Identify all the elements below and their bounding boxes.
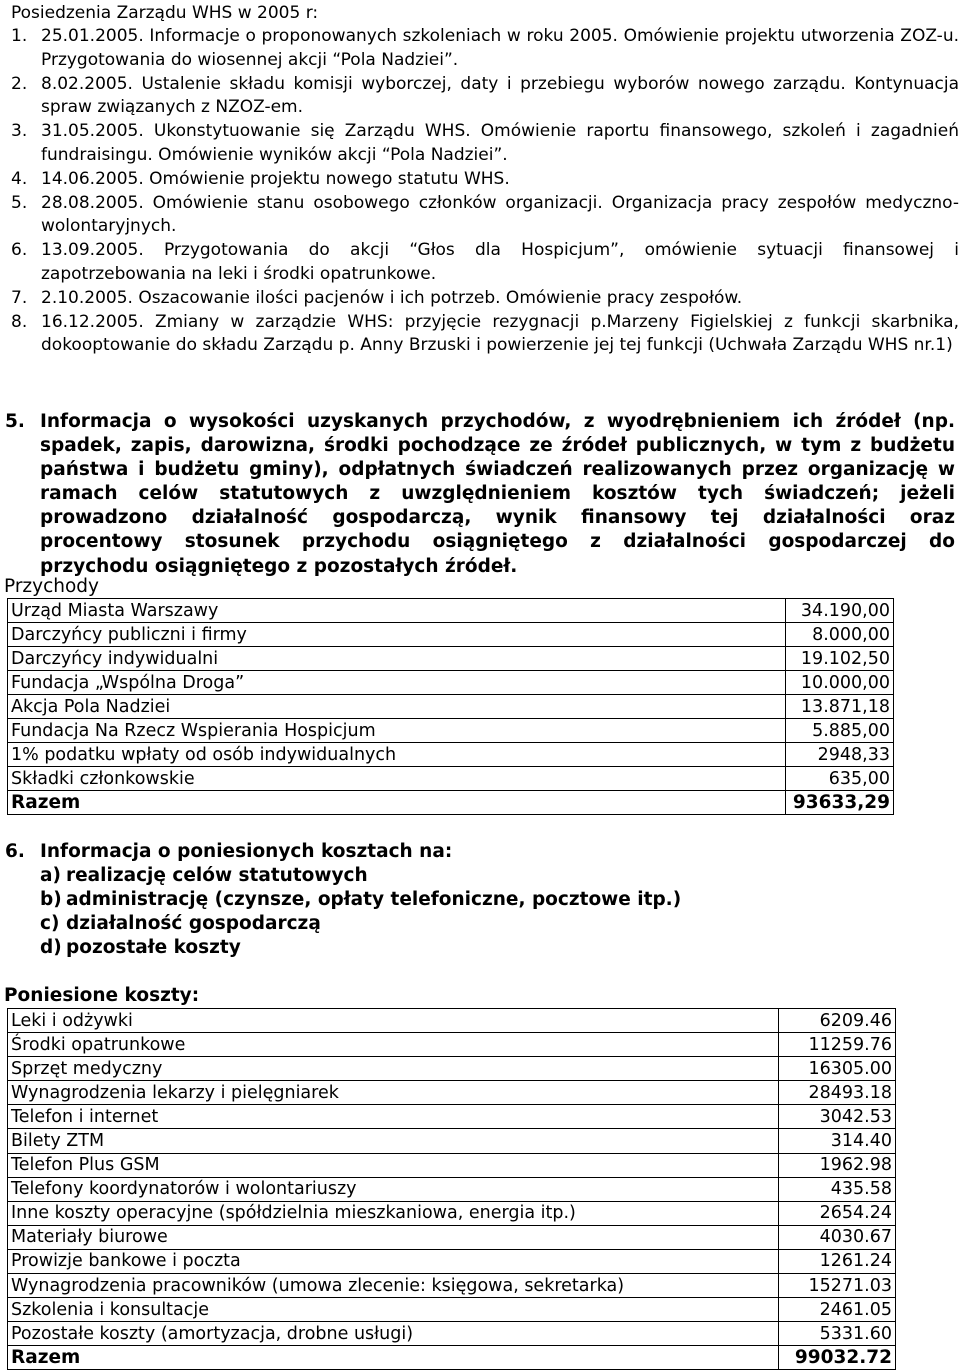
table-row — [8, 1129, 896, 1153]
list-item-text: pozostałe koszty — [66, 937, 241, 958]
meeting-number: 3. — [11, 121, 28, 142]
cost-label: Środki opatrunkowe — [8, 1033, 779, 1057]
income-label: Składki członkowskie — [8, 767, 786, 791]
cost-label: Telefony koordynatorów i wolontariuszy — [8, 1177, 779, 1201]
costs-total-row — [8, 1346, 896, 1370]
meeting-text: 14.06.2005. Omówienie projektu nowego statutu WHS. — [41, 168, 510, 189]
income-value: 5.885,00 — [786, 719, 894, 743]
cost-value: 2654.24 — [779, 1201, 896, 1225]
list-item — [5, 912, 681, 936]
cost-value: 1261.24 — [779, 1249, 896, 1273]
cost-label: Telefon Plus GSM — [8, 1153, 779, 1177]
income-value: 635,00 — [786, 767, 894, 791]
income-total-row — [8, 791, 894, 815]
table-row — [8, 695, 894, 719]
list-item-text: działalność gospodarczą — [66, 913, 321, 934]
meeting-number: 7. — [11, 287, 28, 308]
meeting-item — [11, 311, 959, 359]
cost-value: 1962.98 — [779, 1153, 896, 1177]
meeting-text: 28.08.2005. Omówienie stanu osobowego członków organizacji. Organizacja pracy zespołów medyczno-wolontaryjnych. — [41, 192, 959, 237]
income-label: Darczyńcy publiczni i firmy — [8, 623, 786, 647]
cost-value: 28493.18 — [779, 1081, 896, 1105]
table-row — [8, 1081, 896, 1105]
cost-label: Bilety ZTM — [8, 1129, 779, 1153]
list-item-text: administrację (czynsze, opłaty telefoniczne, pocztowe itp.) — [66, 889, 682, 910]
meetings-list — [11, 25, 959, 358]
section-6-title: Informacja o poniesionych kosztach na: — [40, 841, 453, 862]
income-value: 2948,33 — [786, 743, 894, 767]
cost-value: 4030.67 — [779, 1225, 896, 1249]
income-label: Akcja Pola Nadziei — [8, 695, 786, 719]
meeting-item — [11, 192, 959, 240]
income-label: Darczyńcy indywidualni — [8, 647, 786, 671]
table-row — [8, 1153, 896, 1177]
costs-total-label: Razem — [8, 1346, 779, 1370]
list-item — [5, 888, 681, 912]
list-item-letter: a) — [40, 865, 61, 886]
cost-label: Materiały biurowe — [8, 1225, 779, 1249]
meeting-item — [11, 120, 959, 168]
meeting-text: 25.01.2005. Informacje o proponowanych szkoleniach w roku 2005. Omówienie projektu utworzenia ZOZ-u. Przygotowania do wiosennej akcji “Pola Nadziei”. — [41, 26, 959, 70]
cost-label: Pozostałe koszty (amortyzacja, drobne usługi) — [8, 1322, 779, 1346]
table-row — [8, 1249, 896, 1273]
section-5-text: Informacja o wysokości uzyskanych przychodów, z wyodrębnieniem ich źródeł (np. spadek, zapis, darowizna, środki pochodzące ze źródeł publicznych, w tym z budżetu państwa i budżetu gminy), odpłatnych świadczeń realizowanych przez organizację w ramach celów statutowych z uwzględnieniem kosztów tych świadczeń; jeżeli prowadzono działalność gospodarczą, wynik finansowy tej działalności oraz procentowy stosunek przychodu osiągniętego z działalności gospodarczej do przychodu osiągniętego z pozostałych źródeł. — [40, 411, 955, 577]
list-item-letter: b) — [40, 889, 62, 910]
table-row — [8, 1057, 896, 1081]
meeting-text: 13.09.2005. Przygotowania do akcji “Głos dla Hospicjum”, omówienie sytuacji finansowej i zapotrzebowania na leki i środki opatrunkowe. — [41, 240, 959, 284]
costs-title: Poniesione koszty: — [4, 985, 200, 1006]
table-row — [8, 623, 894, 647]
cost-label: Wynagrodzenia lekarzy i pielęgniarek — [8, 1081, 779, 1105]
table-row — [8, 1225, 896, 1249]
section-5 — [5, 410, 955, 579]
cost-label: Prowizje bankowe i poczta — [8, 1249, 779, 1273]
cost-value: 11259.76 — [779, 1033, 896, 1057]
table-row — [8, 767, 894, 791]
income-label: 1% podatku wpłaty od osób indywidualnych — [8, 743, 786, 767]
income-table — [7, 598, 894, 815]
table-row — [8, 1033, 896, 1057]
meeting-number: 4. — [11, 168, 28, 189]
cost-label: Inne koszty operacyjne (spółdzielnia mieszkaniowa, energia itp.) — [8, 1201, 779, 1225]
income-value: 10.000,00 — [786, 671, 894, 695]
cost-value: 15271.03 — [779, 1274, 896, 1298]
cost-value: 2461.05 — [779, 1298, 896, 1322]
table-row — [8, 1298, 896, 1322]
meeting-number: 6. — [11, 240, 28, 261]
table-row — [8, 1177, 896, 1201]
meeting-text: 31.05.2005. Ukonstytuowanie się Zarządu WHS. Omówienie raportu finansowego, szkoleń i zagadnień fundraisingu. Omówienie wyników akcji “Pola Nadziei”. — [41, 121, 959, 165]
income-value: 19.102,50 — [786, 647, 894, 671]
income-value: 34.190,00 — [786, 599, 894, 623]
cost-label: Szkolenia i konsultacje — [8, 1298, 779, 1322]
section-5-number: 5. — [5, 411, 25, 432]
meeting-text: 16.12.2005. Zmiany w zarządzie WHS: przyjęcie rezygnacji p.Marzeny Figielskiej z funkcji skarbnika, dokooptowanie do składu Zarządu p. Anny Brzuski i powierzenie jej tej funkcji (Uchwała Zarządu WHS nr.1) — [41, 311, 959, 356]
table-row — [8, 671, 894, 695]
meeting-item — [11, 25, 959, 73]
meeting-item — [11, 168, 959, 192]
meeting-number: 2. — [11, 73, 28, 94]
table-row — [8, 1322, 896, 1346]
cost-label: Leki i odżywki — [8, 1009, 779, 1033]
list-item — [5, 936, 681, 960]
cost-label: Telefon i internet — [8, 1105, 779, 1129]
cost-value: 16305.00 — [779, 1057, 896, 1081]
meeting-number: 8. — [11, 311, 28, 332]
list-item-letter: c) — [40, 913, 60, 934]
cost-label: Wynagrodzenia pracowników (umowa zlecenie: księgowa, sekretarka) — [8, 1274, 779, 1298]
meeting-text: 8.02.2005. Ustalenie składu komisji wyborczej, daty i przebiegu wyborów nowego zarządu. Kontynuacja spraw związanych z NZOZ-em. — [41, 73, 959, 118]
table-row — [8, 743, 894, 767]
meetings-heading: Posiedzenia Zarządu WHS w 2005 r: — [11, 3, 319, 23]
cost-value: 5331.60 — [779, 1322, 896, 1346]
table-row — [8, 719, 894, 743]
cost-label: Sprzęt medyczny — [8, 1057, 779, 1081]
meeting-item — [11, 287, 959, 311]
cost-value: 435.58 — [779, 1177, 896, 1201]
table-row — [8, 599, 894, 623]
list-item-letter: d) — [40, 937, 62, 958]
income-label: Fundacja „Wspólna Droga” — [8, 671, 786, 695]
meeting-number: 1. — [11, 26, 28, 46]
costs-total-value: 99032.72 — [779, 1346, 896, 1370]
section-6 — [5, 840, 681, 960]
income-value: 13.871,18 — [786, 695, 894, 719]
section-6-number: 6. — [5, 841, 25, 862]
table-row — [8, 1201, 896, 1225]
cost-value: 3042.53 — [779, 1105, 896, 1129]
list-item — [5, 864, 681, 888]
income-value: 8.000,00 — [786, 623, 894, 647]
income-total-label: Razem — [8, 791, 786, 815]
income-label: Urząd Miasta Warszawy — [8, 599, 786, 623]
cost-value: 314.40 — [779, 1129, 896, 1153]
list-item-text: realizację celów statutowych — [66, 865, 368, 886]
table-row — [8, 1009, 896, 1033]
section-6-heading — [5, 840, 681, 864]
table-row — [8, 647, 894, 671]
meeting-number: 5. — [11, 192, 28, 213]
meeting-text: 2.10.2005. Oszacowanie ilości pacjenów i ich potrzeb. Omówienie pracy zespołów. — [41, 287, 743, 308]
income-label: Fundacja Na Rzecz Wspierania Hospicjum — [8, 719, 786, 743]
income-total-value: 93633,29 — [786, 791, 894, 815]
cost-value: 6209.46 — [779, 1009, 896, 1033]
table-row — [8, 1105, 896, 1129]
meeting-item — [11, 73, 959, 121]
income-title: Przychody — [4, 576, 100, 597]
meeting-item — [11, 239, 959, 287]
table-row — [8, 1274, 896, 1298]
costs-table — [7, 1008, 896, 1370]
